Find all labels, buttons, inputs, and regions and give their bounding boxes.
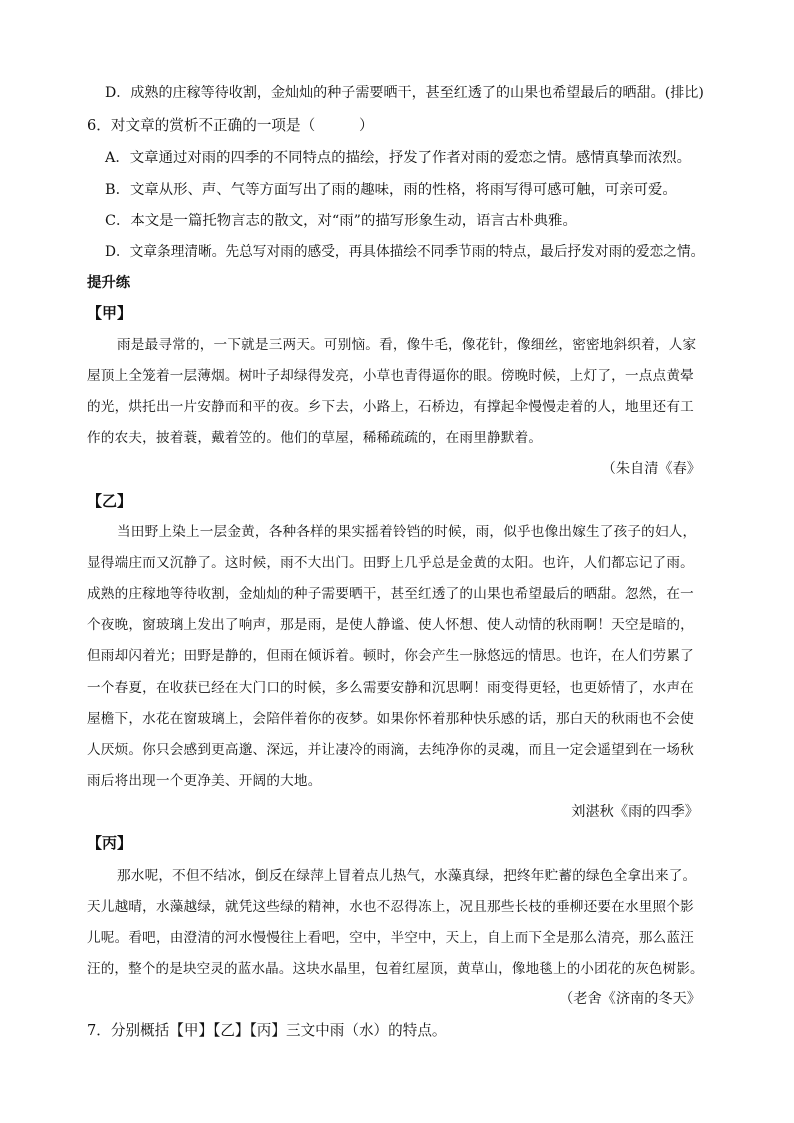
passage-yi-line: 一个春夏，在收获已经在大门口的时候，多么需要安静和沉思啊！雨变得更轻，也更娇情了，水声在 bbox=[87, 680, 694, 696]
passage-yi-source: 刘湛秋《雨的四季》 bbox=[571, 804, 699, 820]
question-6-option-b: B．文章从形、声、气等方面写出了雨的趣味，雨的性格，将雨写得可感可触，可亲可爱。 bbox=[105, 182, 677, 198]
passage-yi-line: 但雨却闪着光；田野是静的，但雨在倾诉着。顿时，你会产生一脉悠远的情思。也许，在人们劳累了 bbox=[87, 648, 694, 664]
passage-yi-line: 人厌烦。你只会感到更高邈、深远，并让凄冷的雨滴，去纯净你的灵魂，而且一定会遥望到在一场秋 bbox=[87, 742, 694, 758]
passage-jia-label: 【甲】 bbox=[87, 304, 133, 322]
question-6-stem: 6．对文章的赏析不正确的一项是（ ） bbox=[87, 117, 374, 134]
passage-jia-line: 的光，烘托出一片安静而和平的夜。乡下去，小路上，石桥边，有撑起伞慢慢走着的人，地里还有工 bbox=[87, 399, 694, 415]
question-6-option-a: A．文章通过对雨的四季的不同特点的描绘，抒发了作者对雨的爱恋之情。感情真挚而浓烈。 bbox=[105, 150, 692, 166]
passage-yi-line: 个夜晚，窗玻璃上发出了响声，那是雨，是使人静谧、使人怀想、使人动情的秋雨啊！天空是暗的， bbox=[87, 617, 694, 633]
passage-bing-line: 那水呢，不但不结冰，倒反在绿萍上冒着点儿热气，水藻真绿，把终年贮蓄的绿色全拿出来了。 bbox=[117, 868, 697, 884]
question-7-stem: 7．分别概括【甲】【乙】【丙】三文中雨（水）的特点。 bbox=[87, 1022, 447, 1039]
passage-jia-line: 作的农夫，披着蓑，戴着笠的。他们的草屋，稀稀疏疏的，在雨里静默着。 bbox=[87, 430, 543, 446]
passage-bing-line: 儿呢。看吧，由澄清的河水慢慢往上看吧，空中，半空中，天上，自上而下全是那么清亮，那么蓝汪 bbox=[87, 930, 694, 946]
passage-jia-line: 雨是最寻常的，一下就是三两天。可别恼。看，像牛毛，像花针，像细丝，密密地斜织着，人家 bbox=[117, 337, 697, 353]
passage-jia-source: （朱自清《春》 bbox=[601, 461, 701, 477]
passage-bing-line: 天儿越晴，水藻越绿，就凭这些绿的精神，水也不忍得冻上，况且那些长枝的垂柳还要在水里照个影 bbox=[87, 899, 694, 915]
prev-option-d: D．成熟的庄稼等待收割，金灿灿的种子需要晒干，甚至红透了的山果也希望最后的晒甜。(排比) bbox=[105, 85, 704, 101]
passage-bing-label: 【丙】 bbox=[87, 834, 133, 852]
passage-bing-source: （老舍《济南的冬天》 bbox=[559, 991, 701, 1007]
passage-yi-line: 当田野上染上一层金黄，各种各样的果实摇着铃铛的时候，雨，似乎也像出嫁生了孩子的妇人， bbox=[117, 524, 697, 540]
passage-yi-label: 【乙】 bbox=[87, 492, 133, 510]
passage-jia-line: 屋顶上全笼着一层薄烟。树叶子却绿得发亮，小草也青得逼你的眼。傍晚时候，上灯了，一点点黄晕 bbox=[87, 368, 694, 384]
passage-yi-line: 显得端庄而又沉静了。这时候，雨不大出门。田野上几乎总是金黄的太阳。也许，人们都忘记了雨。 bbox=[87, 555, 694, 571]
question-6-option-c: C．本文是一篇托物言志的散文，对“雨”的描写形象生动，语言古朴典雅。 bbox=[105, 213, 577, 229]
passage-yi-line: 雨后将出现一个更净美、开阔的大地。 bbox=[87, 773, 322, 789]
section-title: 提升练 bbox=[87, 274, 131, 291]
passage-bing-line: 汪的，整个的是块空灵的蓝水晶。这块水晶里，包着红屋顶，黄草山，像地毯上的小团花的灰色树影。 bbox=[87, 961, 704, 977]
passage-yi-line: 成熟的庄稼地等待收割，金灿灿的种子需要晒干，甚至红透了的山果也希望最后的晒甜。忽然，在一 bbox=[87, 586, 694, 602]
question-6-option-d: D．文章条理清晰。先总写对雨的感受，再具体描绘不同季节雨的特点，最后抒发对雨的爱恋之情。 bbox=[105, 244, 705, 260]
passage-yi-line: 屋檐下，水花在窗玻璃上，会陪伴着你的夜梦。如果你怀着那种快乐感的话，那白天的秋雨也不会使 bbox=[87, 711, 694, 727]
